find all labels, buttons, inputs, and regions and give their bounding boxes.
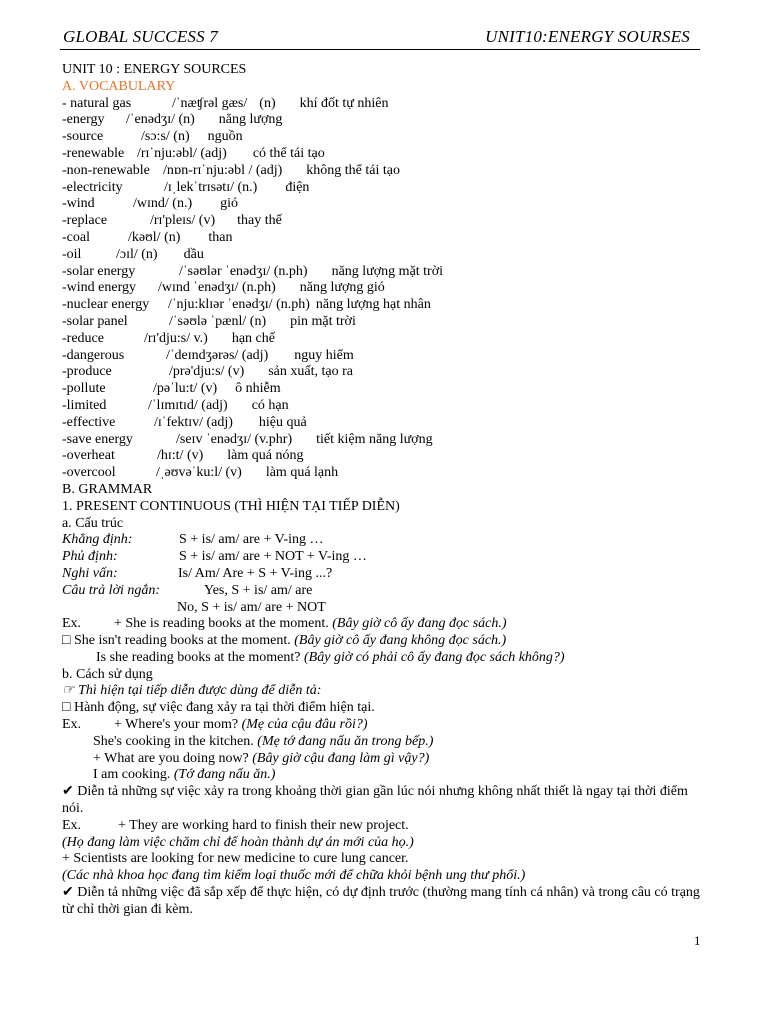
vocab-phonetic: /wɪnd/ (n.)	[133, 196, 193, 212]
vocab-row	[62, 180, 722, 197]
u1-ex3-vi: (Bây giờ cậu đang làm gì vậy?)	[252, 750, 430, 766]
u2-ex1-en: + They are working hard to finish their new project.	[118, 817, 409, 833]
header-right: UNIT10:ENERGY SOURSES	[485, 27, 690, 46]
u1-ex2-vi: (Mẹ tớ đang nấu ăn trong bếp.)	[257, 733, 434, 749]
vocab-row	[62, 112, 722, 129]
vocab-phonetic: /ˌəʊvəˈku:l/ (v)	[156, 465, 242, 481]
question-formula: Is/ Am/ Are + S + V-ing ...?	[178, 565, 333, 581]
vocab-word: -effective	[62, 414, 116, 430]
vocab-word: -solar energy	[62, 263, 136, 279]
vocab-phonetic: /seɪv ˈenədʒɪ/ (v.phr)	[176, 431, 293, 447]
checkbox-bullet-icon: □	[62, 700, 71, 716]
vocab-word: -reduce	[62, 330, 104, 346]
usage-2	[62, 784, 702, 818]
vocab-row	[62, 129, 722, 146]
vocab-phonetic: /ˈenədʒɪ/ (n)	[126, 112, 195, 128]
vocab-meaning: tiết kiệm năng lượng	[316, 431, 433, 447]
ex3-vi: (Bây giờ có phải cô ấy đang đọc sách không?)	[304, 649, 565, 665]
vocab-row	[62, 247, 722, 264]
vocab-word: -non-renewable	[62, 162, 150, 178]
vocab-phonetic: /wɪnd ˈenədʒɪ/ (n.ph)	[158, 280, 276, 296]
usage-2-example-1	[62, 818, 722, 835]
question-label: Nghi vấn:	[62, 565, 118, 581]
vocab-row	[62, 163, 722, 180]
vocab-row	[62, 96, 722, 113]
header-rule	[60, 49, 700, 50]
vocab-meaning: có hạn	[251, 397, 289, 413]
example-1	[62, 616, 722, 633]
ex-label: Ex.	[62, 717, 82, 733]
vocab-meaning: nguy hiểm	[294, 347, 354, 363]
section-title: 1. PRESENT CONTINUOUS (THÌ HIỆN TẠI TIẾP DIỄN)	[62, 498, 400, 514]
vocab-word: -save energy	[62, 431, 133, 447]
vocab-word: -source	[62, 129, 104, 145]
vocab-word: -oil	[62, 246, 82, 262]
unit-title: UNIT 10 : ENERGY SOURCES	[62, 62, 247, 77]
usage-intro-text: Thì hiện tại tiếp diễn được dùng để diễn tả:	[78, 683, 322, 699]
checkbox-bullet-icon: □	[62, 633, 71, 649]
question-row	[62, 566, 722, 583]
vocab-phonetic: /nɒn-rɪˈnju:əbl / (adj)	[163, 162, 283, 178]
vocab-meaning: khí đốt tự nhiên	[299, 95, 389, 111]
short-answer-label: Câu trả lời ngắn:	[62, 582, 161, 598]
vocab-meaning: năng lượng	[218, 112, 283, 128]
ex1-vi: (Bây giờ cô ấy đang đọc sách.)	[332, 616, 507, 632]
vocab-row	[62, 264, 722, 281]
u1-ex1-en: + Where's your mom?	[114, 717, 239, 733]
vocab-row	[62, 230, 722, 247]
vocab-row	[62, 381, 722, 398]
vocab-meaning: hiệu quả	[258, 414, 307, 430]
vocab-phonetic: /ɪˈfektɪv/ (adj)	[154, 414, 233, 430]
vocab-phonetic: /kəʊl/ (n)	[128, 229, 181, 245]
negative-row	[62, 549, 722, 566]
vocab-phonetic: /ˈsəʊlə ˈpænl/ (n)	[169, 313, 267, 329]
vocab-word: -produce	[62, 364, 112, 380]
vocabulary-list	[62, 96, 722, 482]
example-2	[62, 633, 722, 650]
short-answer-no-row	[62, 600, 722, 617]
u2-ex2-en: + Scientists are looking for new medicine to cure lung cancer.	[62, 851, 409, 867]
vocab-word: -dangerous	[62, 347, 125, 363]
structure-title: a. Cấu trúc	[62, 515, 124, 531]
vocab-meaning: năng lượng hạt nhân	[315, 297, 431, 313]
vocab-word: -nuclear energy	[62, 297, 150, 313]
vocab-pos: (n)	[259, 95, 276, 111]
vocab-phonetic: /rɪ'pleɪs/ (v)	[150, 213, 216, 229]
affirmative-label: Khẳng định:	[62, 532, 133, 548]
vocab-word: -pollute	[62, 381, 106, 397]
affirmative-formula: S + is/ am/ are + V-ing …	[179, 532, 324, 548]
vocab-meaning: hạn chế	[231, 330, 275, 346]
ex-label: Ex.	[62, 817, 82, 833]
usage-3	[62, 885, 702, 919]
vocab-word: -overheat	[62, 448, 115, 464]
usage-1-example-4	[62, 767, 722, 784]
vocab-meaning: ô nhiễm	[235, 381, 281, 397]
vocab-word: -overcool	[62, 465, 116, 481]
vocab-phonetic: /pəˈlu:t/ (v)	[153, 381, 218, 397]
vocab-row	[62, 280, 722, 297]
grammar-heading: B. GRAMMAR	[62, 481, 153, 497]
vocab-meaning: gió	[220, 196, 238, 212]
vocab-meaning: than	[208, 229, 233, 245]
vocab-word: -solar panel	[62, 313, 128, 329]
vocab-meaning: sản xuất, tạo ra	[268, 364, 353, 380]
usage-3-text: Diễn tả những việc đã sắp xếp để thực hiện, có dự định trước (thường mang tính cá nhân) và trong câu có trạng từ chỉ thời gian đi kèm.	[62, 885, 700, 917]
vocab-meaning: nguồn	[207, 129, 243, 145]
vocab-meaning: pin mặt trời	[290, 313, 356, 329]
vocab-row	[62, 432, 722, 449]
u1-ex4-en: I am cooking.	[93, 767, 171, 783]
short-answer-row	[62, 583, 722, 600]
usage-1-example-3	[62, 751, 722, 768]
vocab-word: -energy	[62, 112, 105, 128]
document-body	[62, 62, 722, 919]
vocab-row	[62, 415, 722, 432]
vocab-row	[62, 448, 722, 465]
vocab-phonetic: /prə'dju:s/ (v)	[169, 364, 245, 380]
vocab-meaning: năng lượng gió	[299, 280, 385, 296]
usage-title: b. Cách sử dụng	[62, 666, 153, 682]
vocab-phonetic: /ˈlɪmɪtɪd/ (adj)	[148, 397, 228, 413]
vocab-row	[62, 196, 722, 213]
vocab-phonetic: /rɪ'dju:s/ v.)	[144, 330, 208, 346]
vocab-heading: A. VOCABULARY	[62, 78, 176, 94]
usage-2-text: Diễn tả những sự việc xảy ra trong khoảng thời gian gần lúc nói nhưng không nhất thiết là ngay tại thời điểm nói.	[62, 784, 688, 817]
vocab-row	[62, 146, 722, 163]
usage-1	[62, 700, 722, 717]
usage-1-text: Hành động, sự việc đang xảy ra tại thời điểm hiện tại.	[73, 700, 375, 716]
vocab-word: -limited	[62, 397, 107, 413]
usage-1-example-2	[62, 734, 722, 751]
vocab-phonetic: /sɔ:s/ (n)	[141, 129, 190, 145]
vocab-row	[62, 398, 722, 415]
vocab-meaning: làm quá nóng	[227, 448, 304, 464]
vocab-phonetic: /ɔɪl/ (n)	[116, 246, 158, 262]
ex2-vi: (Bây giờ cô ấy đang không đọc sách.)	[294, 633, 507, 649]
vocab-word: -coal	[62, 229, 90, 245]
vocab-meaning: có thể tái tạo	[252, 145, 325, 161]
vocab-row	[62, 465, 722, 482]
u1-ex4-vi: (Tớ đang nấu ăn.)	[173, 767, 276, 783]
usage-1-example-1	[62, 717, 722, 734]
usage-intro	[62, 683, 722, 700]
vocab-word: -renewable	[62, 145, 125, 161]
u2-ex2-vi: (Các nhà khoa học đang tìm kiếm loại thuốc mới để chữa khỏi bệnh ung thư phổi.)	[62, 868, 526, 884]
vocab-meaning: điện	[285, 179, 310, 195]
vocab-meaning: dầu	[183, 246, 204, 262]
vocab-phonetic: /ˈnju:klɪər ˈenədʒɪ/ (n.ph)	[168, 297, 310, 313]
vocab-word: -electricity	[62, 179, 123, 195]
affirmative-row	[62, 532, 722, 549]
vocab-row	[62, 314, 722, 331]
vocab-word: -replace	[62, 213, 108, 229]
check-mark-icon: ✔	[62, 784, 74, 800]
short-answer-yes: Yes, S + is/ am/ are	[204, 582, 313, 598]
header-left: GLOBAL SUCCESS 7	[63, 27, 218, 46]
vocab-phonetic: /ɪˌlekˈtrɪsətɪ/ (n.)	[164, 179, 258, 195]
ex3-en: Is she reading books at the moment?	[96, 649, 301, 665]
vocab-word: -wind	[62, 196, 95, 212]
ex2-en: She isn't reading books at the moment.	[73, 633, 291, 649]
ex1-en: + She is reading books at the moment.	[114, 616, 329, 632]
vocab-phonetic: /ˈsəʊlər ˈenədʒɪ/ (n.ph)	[179, 263, 308, 279]
u1-ex1-vi: (Mẹ của cậu đâu rồi?)	[241, 717, 368, 733]
u1-ex3-en: + What are you doing now?	[93, 750, 249, 766]
vocab-meaning: thay thế	[237, 213, 282, 229]
vocab-row	[62, 364, 722, 381]
vocab-phonetic: /rɪˈnju:əbl/ (adj)	[137, 145, 227, 161]
vocab-meaning: không thể tái tạo	[306, 162, 400, 178]
example-3	[62, 650, 722, 667]
pointing-hand-icon: ☞	[62, 683, 75, 699]
vocab-row	[62, 348, 722, 365]
short-answer-no: No, S + is/ am/ are + NOT	[177, 599, 326, 615]
page-number: 1	[694, 933, 701, 948]
vocab-row	[62, 213, 722, 230]
vocab-row	[62, 297, 722, 314]
vocab-phonetic: /ˈnæʧrəl gæs/	[172, 95, 248, 111]
u2-ex1-vi: (Họ đang làm việc chăm chỉ để hoàn thành dự án mới của họ.)	[62, 834, 414, 850]
vocab-row	[62, 331, 722, 348]
vocab-meaning: làm quá lạnh	[265, 465, 339, 481]
vocab-phonetic: /hɪ:t/ (v)	[157, 448, 204, 464]
vocab-phonetic: /ˈdeɪndʒərəs/ (adj)	[166, 347, 269, 363]
vocab-meaning: năng lượng mặt trời	[331, 263, 444, 279]
vocab-word: - natural gas	[62, 95, 132, 111]
check-mark-icon: ✔	[62, 885, 74, 901]
negative-formula: S + is/ am/ are + NOT + V-ing …	[179, 549, 367, 565]
ex-label: Ex.	[62, 616, 82, 632]
negative-label: Phủ định:	[62, 549, 118, 565]
u1-ex2-en: She's cooking in the kitchen.	[93, 733, 254, 749]
vocab-word: -wind energy	[62, 280, 136, 296]
